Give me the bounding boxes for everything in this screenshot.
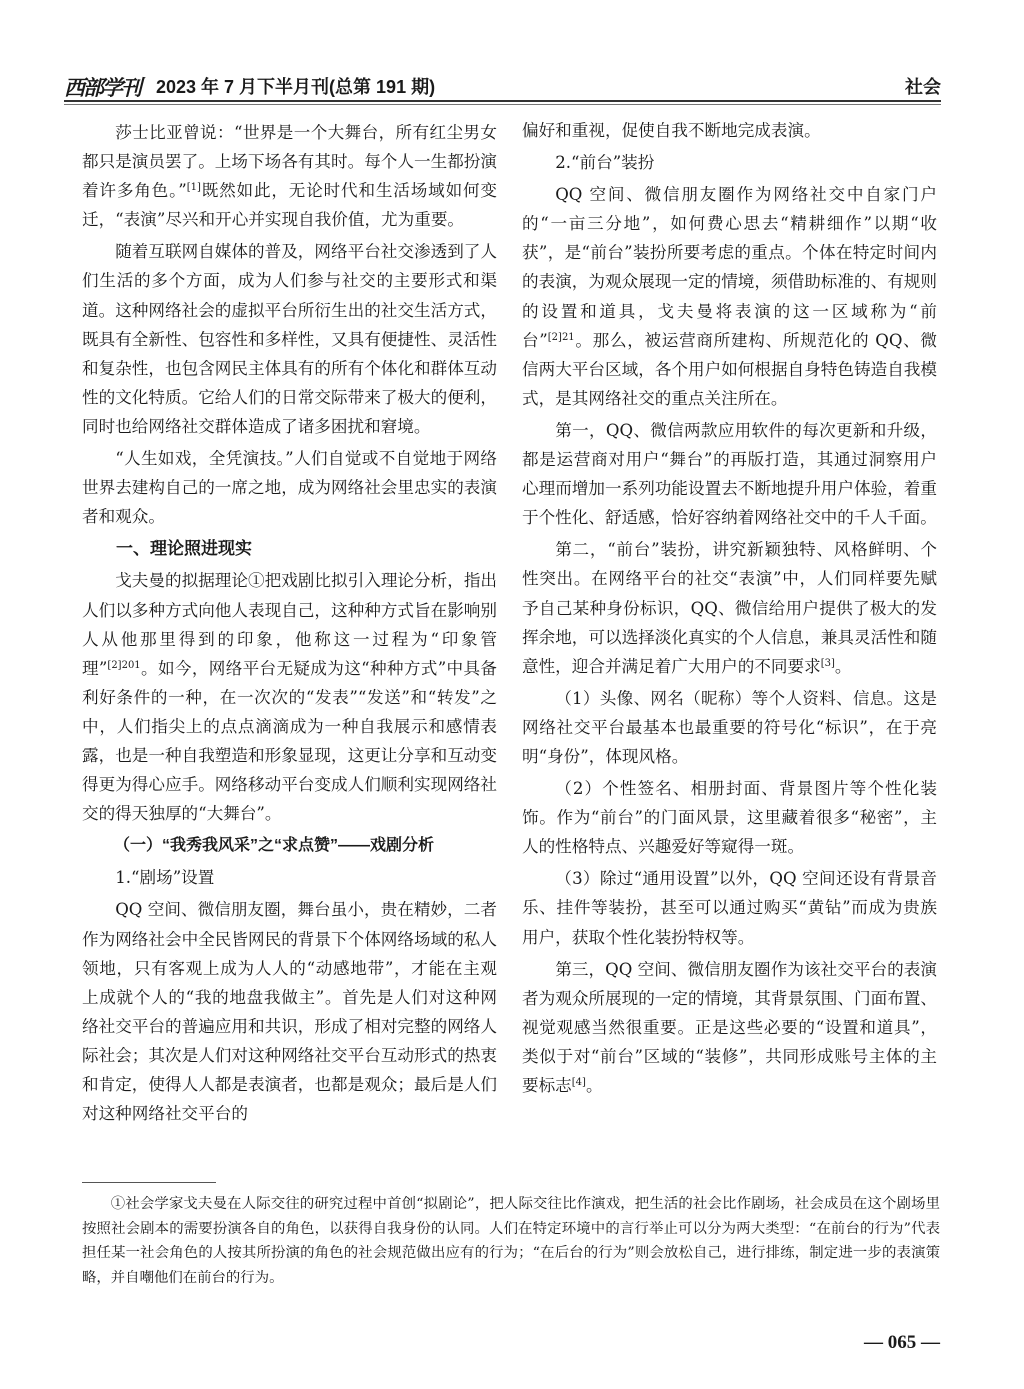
header-rule-thin	[64, 104, 941, 105]
text: 第三，QQ 空间、微信朋友圈作为该社交平台的表演者为观众所展现的一定的情境，其背景氛围、门面布置、视觉观感当然很重要。正是这些必要的“设置和道具”，类似于对“前台”区域的“装修”，共同形成账号主体的主要标志	[522, 959, 937, 1095]
text: 既然如此，无论时代和生活场域如何变迁，“表演”尽兴和开心并实现自我价值，尤为重要。	[82, 181, 497, 230]
paragraph	[522, 955, 937, 1100]
text: 把戏剧比拟引入理论分析，指出人们以多种方式向他人表现自己，这种种方式旨在影响别人从他那里得到的印象，他称这一过程为“印象管理”	[82, 571, 498, 678]
running-header	[64, 72, 941, 98]
text: 。那么，被运营商所建构、所规范化的 QQ、微信两大平台区域，各个用户如何根据自身特色铸造自我模式，是其网络社交的重点关注所在。	[522, 330, 938, 408]
text: 。	[585, 1076, 603, 1095]
citation: [2]21	[547, 331, 575, 343]
footnote-separator	[82, 1182, 216, 1183]
text: 第二，“前台”装扮，讲究新颖独特、风格鲜明、个性突出。在网络平台的社交“表演”中，人们同样要先赋予自己某种身份标识，QQ、微信给用户提供了极大的发挥余地，可以选择淡化真实的个人信息，兼具灵活性和随意性，迎合并满足着广大用户的不同要求	[522, 540, 937, 676]
text: 。	[834, 656, 852, 676]
paragraph: QQ 空间、微信朋友圈，舞台虽小，贵在精妙，二者作为网络社会中全民皆网民的背景下个体网络场域的私人领地，只有客观上成为人人的“动感地带”，才能在主观上成就个人的“我的地盘我做主”。首先是人们对这种网络社交平台的普遍应用和共识，形成了相对完整的网络人际社会；其次是人们对这种网络社交平台互动形式的热衷和肯定，使得人人都是表演者，也都是观众；最后是人们对这种网络社交平台的	[82, 900, 497, 1124]
subsection-heading: （一）“我秀我风采”之“求点赞”——戏剧分析	[114, 837, 435, 855]
citation: [2]201	[107, 659, 141, 671]
citation: [4]	[571, 1077, 586, 1088]
right-column	[522, 116, 937, 1103]
text: 戈夫曼的拟据理论	[115, 571, 248, 591]
paragraph	[522, 535, 937, 680]
issue-info: 2023 年 7 月下半月刊(总第 191 期)	[156, 77, 436, 97]
header-rule-thick	[64, 100, 941, 102]
citation: [3]	[820, 657, 835, 669]
subsubsection-heading: 1.“剧场”设置	[115, 868, 215, 888]
section-heading: 一、理论照进现实	[116, 539, 252, 559]
paragraph: “人生如戏，全凭演技。”人们自觉或不自觉地于网络世界去建构自己的一席之地，成为网络社会里忠实的表演者和观众。	[82, 449, 497, 527]
paragraph-continued: 偏好和重视，促使自我不断地完成表演。	[522, 121, 821, 140]
paragraph	[82, 566, 497, 828]
footnote-marker: ①	[248, 571, 265, 591]
text: 。如今，网络平台无疑成为这“种种方式”中具备利好条件的一种，在一次次的“发表”“发送”和“转发”之中，人们指尖上的点点滴滴成为一种自我展示和感情表露，也是一种自我塑造和形象显现，这更让分享和互动变得更为得心应手。网络移动平台变成人们顺利实现网络社交的得天独厚的“大舞台”。	[82, 658, 498, 824]
footnote: ①社会学家戈夫曼在人际交往的研究过程中首创“拟剧论”，把人际交往比作演戏，把生活的社会比作剧场，社会成员在这个剧场里按照社会剧本的需要扮演各自的角色，以获得自我身份的认同。人们在特定环境中的言行举止可以分为两大类型：“在前台的行为”代表担任某一社会角色的人按其所扮演的角色的社会规范做出应有的行为；“在后台的行为”则会放松自己，进行排练，制定进一步的表演策略，并自嘲他们在前台的行为。	[82, 1196, 940, 1286]
page-number: — 065 —	[864, 1332, 940, 1353]
paragraph: （1）头像、网名（昵称）等个人资料、信息。这是网络社交平台最基本也最重要的符号化“标识”，在于亮明“身份”，体现风格。	[522, 688, 937, 766]
journal-logo: 西部学刊	[64, 75, 140, 100]
text: QQ 空间、微信朋友圈作为网络社交中自家门户的“一亩三分地”，如何费心思去“精耕细作”以期“收获”，是“前台”装扮所要考虑的重点。个体在特定时间内的表演，为观众展现一定的情境，须借助标准的、有规则的设置和道具，戈夫曼将表演的这一区域称为“前台”	[522, 185, 937, 350]
paragraph: （3）除过“通用设置”以外，QQ 空间还设有背景音乐、挂件等装扮，甚至可以通过购买“黄钻”而成为贵族用户，获取个性化装扮特权等。	[522, 869, 937, 947]
paragraph: 随着互联网自媒体的普及，网络平台社交渗透到了人们生活的多个方面，成为人们参与社交的主要形式和渠道。这种网络社会的虚拟平台所衍生出的社交生活方式，既具有全新性、包容性和多样性，又具有便捷性、灵活性和复杂性，也包含网民主体具有的所有个体化和群体互动性的文化特质。它给人们的日常交际带来了极大的便利，同时也给网络社交群体造成了诸多困扰和窘境。	[82, 242, 497, 436]
section-name: 社会	[905, 77, 941, 97]
citation: [1]	[186, 182, 201, 194]
subsubsection-heading: 2.“前台”装扮	[555, 153, 655, 173]
paragraph: （2）个性签名、相册封面、背景图片等个性化装饰。作为“前台”的门面风景，这里藏着很多“秘密”，主人的性格特点、兴趣爱好等窥得一斑。	[522, 779, 937, 857]
paragraph	[522, 180, 937, 413]
paragraph	[82, 118, 497, 234]
paragraph: 第一，QQ、微信两款应用软件的每次更新和升级，都是运营商对用户“舞台”的再版打造，其通过洞察用户心理而增加一系列功能设置去不断地提升用户体验，着重于个性化、舒适感，恰好容纳着网络社交中的千人千面。	[522, 420, 937, 528]
left-column	[82, 118, 497, 1131]
text: 莎士比亚曾说：“世界是一个大舞台，所有红尘男女都只是演员罢了。上场下场各有其时。每个人一生都扮演着许多角色。”	[82, 123, 497, 201]
